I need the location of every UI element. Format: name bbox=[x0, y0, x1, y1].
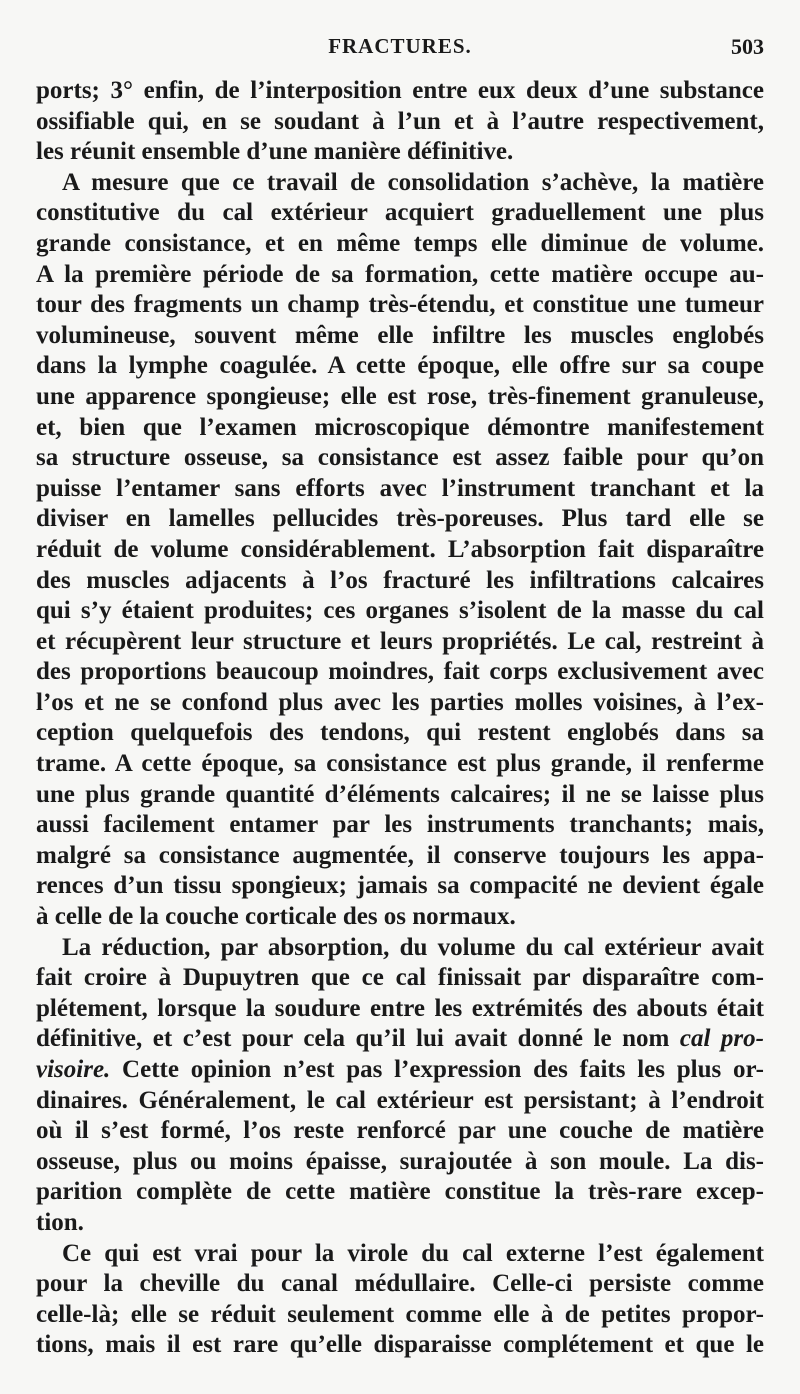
text-line: aussi facilement entamer par les instruments tranchants; mais, bbox=[36, 811, 764, 839]
text-line: Ce qui est vrai pour la virole du cal externe l’est également bbox=[62, 1239, 764, 1267]
text-line: grande consistance, et en même temps elle diminue de volume. bbox=[36, 229, 764, 257]
text-line: fait croire à Dupuytren que ce cal finissait par disparaître com- bbox=[36, 964, 764, 992]
text-line: des proportions beaucoup moindres, fait corps exclusivement avec bbox=[36, 658, 764, 686]
text-line: et, bien que l’examen microscopique démontre manifestement bbox=[36, 413, 764, 441]
text-line: et récupèrent leur structure et leurs propriétés. Le cal, restreint à bbox=[36, 627, 764, 655]
text-line: A la première période de sa formation, cette matière occupe au- bbox=[36, 260, 764, 288]
text-line: puisse l’entamer sans efforts avec l’instrument tranchant et la bbox=[36, 474, 764, 502]
line-text: définitive, et c’est pour cela qu’il lui avait donné le nom bbox=[36, 1025, 680, 1053]
text-line: A mesure que ce travail de consolidation s’achève, la matière bbox=[62, 168, 764, 196]
text-line: qui s’y étaient produites; ces organes s’isolent de la masse du cal bbox=[36, 597, 764, 625]
text-line: celle-là; elle se réduit seulement comme elle à de petites propor- bbox=[36, 1300, 764, 1328]
text-line: osseuse, plus ou moins épaisse, surajoutée à son moule. La dis- bbox=[36, 1147, 764, 1175]
text-line: des muscles adjacents à l’os fracturé les infiltrations calcaires bbox=[36, 566, 764, 594]
text-line: dans la lymphe coagulée. A cette époque, elle offre sur sa coupe bbox=[36, 352, 764, 380]
text-line: l’os et ne se confond plus avec les parties molles voisines, à l’ex- bbox=[36, 688, 764, 716]
page-number: 503 bbox=[731, 34, 764, 59]
text-line: La réduction, par absorption, du volume du cal extérieur avait bbox=[62, 933, 764, 961]
line-text: Cette opinion n’est pas l’expression des faits les plus or- bbox=[110, 1056, 764, 1083]
text-line: trame. A cette époque, sa consistance est plus grande, il renferme bbox=[36, 750, 764, 778]
text-line: constitutive du cal extérieur acquiert graduellement une plus bbox=[36, 199, 764, 227]
text-line: diviser en lamelles pellucides très-poreuses. Plus tard elle se bbox=[36, 505, 764, 533]
running-title: FRACTURES. bbox=[328, 34, 472, 58]
text-line: ception quelquefois des tendons, qui restent englobés dans sa bbox=[36, 719, 764, 747]
text-line: malgré sa consistance augmentée, il conserve toujours les appa- bbox=[36, 841, 764, 869]
text-line: dinaires. Généralement, le cal extérieur est persistant; à l’endroit bbox=[36, 1086, 764, 1114]
text-line: volumineuse, souvent même elle infiltre les muscles englobés bbox=[36, 321, 764, 349]
text-line: tour des fragments un champ très-étendu, et constitue une tumeur bbox=[36, 291, 764, 319]
text-line: ports; 3° enfin, de l’interposition entre eux deux d’une substance bbox=[36, 77, 764, 104]
text-line: une plus grande quantité d’éléments calcaires; il ne se laisse plus bbox=[36, 780, 764, 808]
text-line: tion. bbox=[36, 1208, 84, 1236]
text-line: ossifiable qui, en se soudant à l’un et à l’autre respectivement, bbox=[36, 107, 764, 135]
text-line: réduit de volume considérablement. L’absorption fait disparaître bbox=[36, 535, 764, 563]
text-line: où il s’est formé, l’os reste renforcé par une couche de matière bbox=[36, 1117, 764, 1145]
text-line bbox=[36, 1055, 764, 1086]
text-line: plétement, lorsque la soudure entre les extrémités des abouts était bbox=[36, 994, 764, 1022]
text-line: à celle de la couche corticale des os normaux. bbox=[36, 903, 516, 931]
text-line: les réunit ensemble d’une manière définitive. bbox=[36, 138, 514, 166]
text-line: une apparence spongieuse; elle est rose, très-finement granuleuse, bbox=[36, 382, 764, 410]
body-text bbox=[36, 76, 764, 1361]
text-line: tions, mais il est rare qu’elle disparaisse complétement et que le bbox=[36, 1331, 764, 1359]
text-line: parition complète de cette matière constitue la très-rare excep- bbox=[36, 1178, 764, 1206]
text-line: rences d’un tissu spongieux; jamais sa compacité ne devient égale bbox=[36, 872, 764, 900]
italic-term: cal pro- bbox=[679, 1025, 764, 1053]
italic-term: visoire. bbox=[36, 1056, 111, 1083]
text-line: sa structure osseuse, sa consistance est assez faible pour qu’on bbox=[36, 444, 764, 472]
text-line: pour la cheville du canal médullaire. Celle-ci persiste comme bbox=[36, 1270, 764, 1298]
text-line bbox=[36, 1024, 764, 1055]
page-header bbox=[0, 34, 800, 62]
